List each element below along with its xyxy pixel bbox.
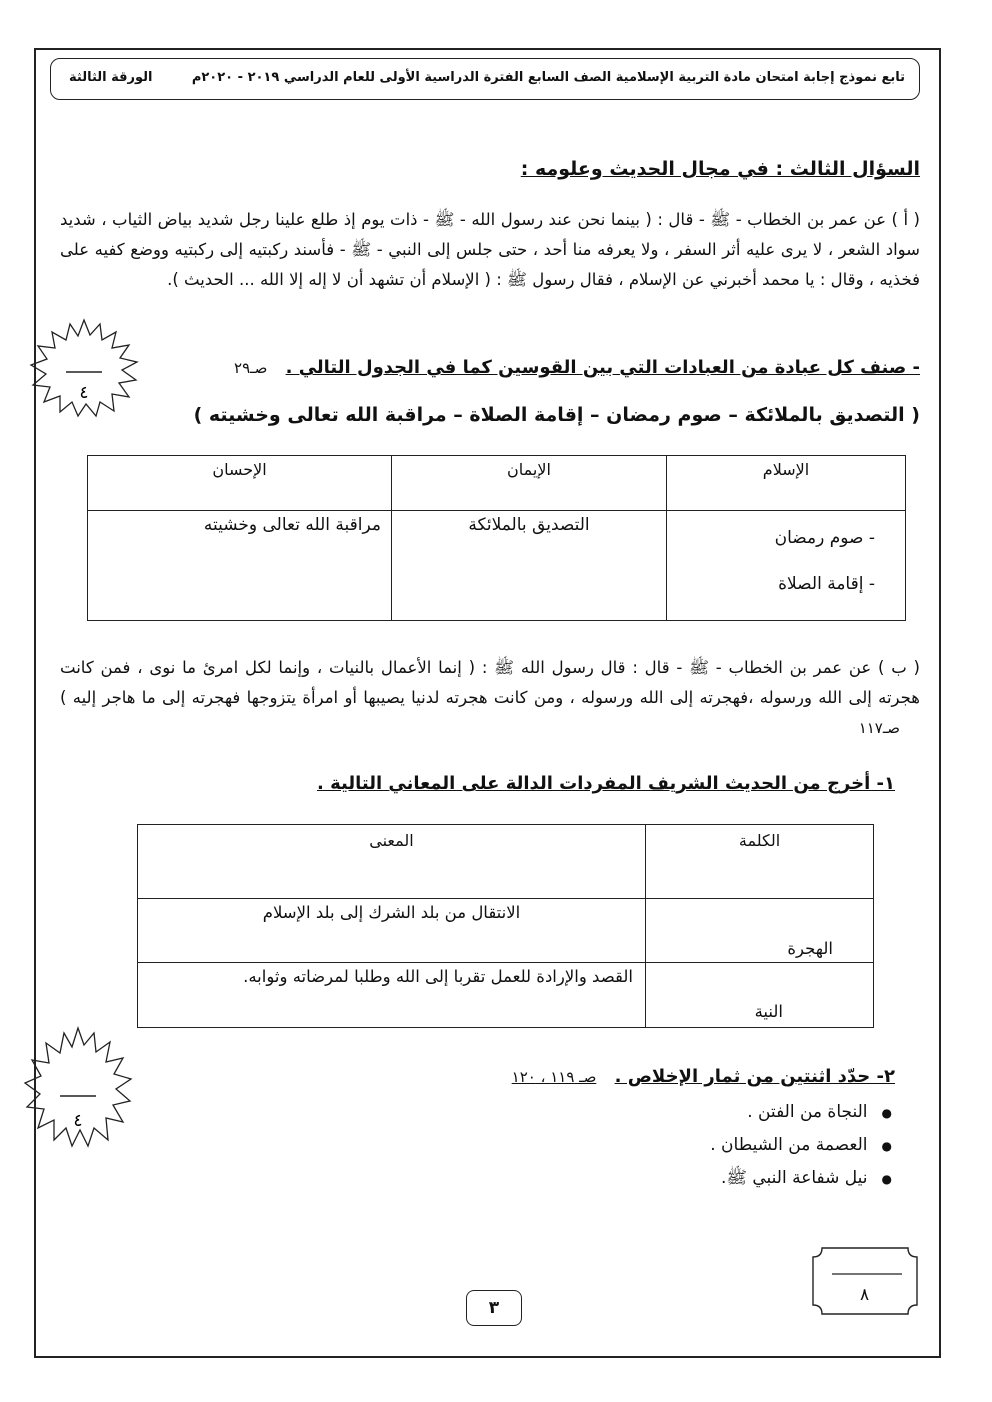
col-word-header: الكلمة — [646, 825, 874, 899]
col-islam-header: الإسلام — [667, 456, 906, 511]
classify-task-text: - صنف كل عبادة من العبادات التي بين القوسين كما في الجدول التالي . — [285, 357, 920, 378]
col-ihsan-header: الإحسان — [88, 456, 392, 511]
star1-score: ٤ — [79, 383, 89, 403]
islam-item-2: - إقامة الصلاة — [778, 574, 875, 594]
islam-cell — [667, 511, 906, 621]
hadith-a: ( أ ) عن عمر بن الخطاب - ﷺ - قال : ( بينما نحن عند رسول الله - ﷺ - ذات يوم إذ طلع علينا رجل شديد بياض الثياب ، شديد سواد الشعر ، لا يرى عليه أثر السفر ، ولا يعرفه منا أحد ، حتى جلس إلى النبي - ﷺ - فأسند ركبتيه إلى ركبتيه ووضع كفيه على فخذيه ، وقال : يا محمد أخبرني عن الإسلام ، فقال رسول ﷺ : ( الإسلام أن تشهد أن لا إله إلا الله ... الحديث ). — [60, 210, 920, 289]
vocabulary-table — [137, 824, 874, 1028]
total-score-box — [812, 1247, 918, 1315]
word-cell: النية — [646, 963, 874, 1028]
exam-title: تابع نموذج إجابة امتحان مادة التربية الإسلامية الصف السابع الفترة الدراسية الأولى للعام الدراسي ٢٠١٩ - ٢٠٢٠م — [191, 70, 905, 85]
list-item: ● نيل شفاعة النبي ﷺ. — [710, 1162, 892, 1195]
page-number: ٣ — [466, 1290, 522, 1326]
hadith-b-page-ref: صـ١١٧ — [858, 719, 900, 737]
table-row — [138, 899, 874, 963]
header-box — [50, 58, 920, 100]
meaning-cell: الانتقال من بلد الشرك إلى بلد الإسلام — [138, 899, 646, 963]
score-star-2 — [22, 1026, 134, 1148]
hadith-b — [60, 653, 920, 743]
score-star-1 — [28, 318, 140, 418]
list-item: ● النجاة من الفتن . — [710, 1096, 892, 1129]
classification-table — [87, 455, 906, 621]
question-title: السؤال الثالث : في مجال الحديث وعلومه : — [520, 158, 920, 180]
col-iman-header: الإيمان — [392, 456, 667, 511]
ihsan-cell: مراقبة الله تعالى وخشيته — [88, 511, 392, 621]
task1 — [317, 773, 895, 794]
meaning-cell: القصد والإرادة للعمل تقربا إلى الله وطلبا لمرضاته وثوابه. — [138, 963, 646, 1028]
classify-task — [234, 357, 920, 378]
task2 — [512, 1066, 895, 1087]
task1-text: ١- أخرج من الحديث الشريف المفردات الدالة على المعاني التالية . — [317, 773, 895, 794]
hadith-b-text: ( ب ) عن عمر بن الخطاب - ﷺ - قال : قال رسول الله ﷺ : ( إنما الأعمال بالنيات ، وإنما لكل امرئ ما نوى ، فمن كانت هجرته إلى الله ورسوله ،فهجرته إلى الله ورسوله ، ومن كانت هجرته لدنيا يصيبها أو امرأة يتزوجها فهجرته إلى ما هاجر إليه ) — [60, 658, 920, 707]
star2-score: ٤ — [73, 1111, 83, 1131]
benefits-list — [710, 1096, 892, 1195]
islam-item-1: - صوم رمضان — [774, 528, 875, 548]
task2-text: ٢- حدّد اثنتين من ثمار الإخلاص . — [614, 1066, 895, 1087]
word-cell: الهجرة — [646, 899, 874, 963]
iman-cell: التصديق بالملائكة — [392, 511, 667, 621]
sheet-label: الورقة الثالثة — [69, 70, 153, 85]
task2-page-ref: صـ ١١٩ ، ١٢٠ — [511, 1068, 597, 1086]
col-meaning-header: المعنى — [138, 825, 646, 899]
total-score: ٨ — [860, 1285, 870, 1305]
classify-page-ref: صـ٢٩ — [234, 359, 268, 377]
table-row — [138, 963, 874, 1028]
classify-items: ( التصديق بالملائكة – صوم رمضان – إقامة الصلاة – مراقبة الله تعالى وخشيته ) — [193, 404, 920, 426]
list-item: ● العصمة من الشيطان . — [710, 1129, 892, 1162]
